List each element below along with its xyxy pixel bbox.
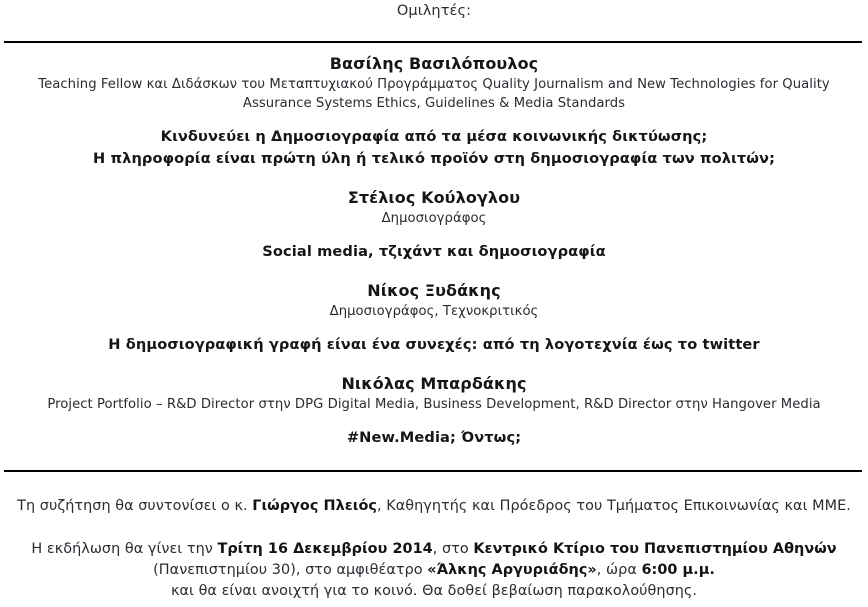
speaker-role-line: Assurance Systems Ethics, Guidelines & Media Standards bbox=[242, 96, 626, 111]
event-date: Τρίτη 16 Δεκεμβρίου 2014 bbox=[217, 541, 433, 557]
speaker-name: Νικόλας Μπαρδάκης bbox=[341, 374, 527, 393]
event-date-line bbox=[0, 539, 868, 560]
time-connector: , ώρα bbox=[596, 562, 642, 578]
speaker-name: Βασίλης Βασιλόπουλος bbox=[329, 54, 539, 73]
moderator-prefix: Τη συζήτηση θα συντονίσει ο κ. bbox=[17, 498, 253, 514]
speaker-name: Νίκος Ξυδάκης bbox=[367, 281, 501, 300]
event-details bbox=[0, 516, 868, 602]
event-time: 6:00 μ.μ. bbox=[641, 562, 715, 578]
speakers-list bbox=[0, 48, 868, 461]
speaker-name: Στέλιος Κούλογλου bbox=[347, 188, 521, 207]
speaker-role-line: Δημοσιογράφος, Τεχνοκριτικός bbox=[329, 304, 539, 319]
speaker-talk-titles bbox=[0, 320, 868, 368]
speakers-heading: Ομιλητές: bbox=[396, 3, 472, 19]
event-footer bbox=[0, 486, 868, 602]
speaker-entry bbox=[0, 275, 868, 368]
divider-bottom bbox=[4, 470, 862, 472]
event-address-line bbox=[0, 560, 868, 581]
event-venue: Κεντρικό Κτίριο του Πανεπιστημίου Αθηνών bbox=[473, 541, 837, 557]
speaker-role-line: Teaching Fellow και Διδάσκων του Μεταπτυχιακού Προγράμματος Quality Journalism and New Technologies for Quality bbox=[38, 77, 830, 92]
talk-title-line: #New.Media; Όντως; bbox=[346, 429, 522, 446]
date-prefix: Η εκδήλωση θα γίνει την bbox=[31, 541, 218, 557]
event-hall: «Άλκης Αργυριάδης» bbox=[427, 562, 597, 578]
speaker-talk-titles bbox=[0, 413, 868, 461]
speaker-talk-titles bbox=[0, 112, 868, 182]
moderator-line bbox=[0, 486, 868, 516]
address-prefix: (Πανεπιστημίου 30), στο αμφιθέατρο bbox=[153, 562, 428, 578]
talk-title-line: Κινδυνεύει η Δημοσιογραφία από τα μέσα κοινωνικής δικτύωσης; bbox=[160, 128, 708, 145]
speaker-entry bbox=[0, 48, 868, 182]
moderator-name: Γιώργος Πλειός bbox=[252, 498, 377, 514]
talk-title-line: Η δημοσιογραφική γραφή είναι ένα συνεχές: από τη λογοτεχνία έως το twitter bbox=[108, 336, 760, 353]
talk-title-line: Η πληροφορία είναι πρώτη ύλη ή τελικό προϊόν στη δημοσιογραφία των πολιτών; bbox=[92, 150, 776, 167]
speaker-role-line: Project Portfolio – R&D Director στην DPG Digital Media, Business Development, R&D Director στην Hangover Media bbox=[47, 397, 821, 412]
moderator-suffix: , Καθηγητής και Πρόεδρος του Τμήματος Επικοινωνίας και ΜΜΕ. bbox=[376, 498, 851, 514]
speaker-talk-titles bbox=[0, 227, 868, 275]
talk-title-line: Social media, τζιχάντ και δημοσιογραφία bbox=[262, 243, 606, 260]
venue-connector: , στο bbox=[432, 541, 474, 557]
event-note-line: και θα είναι ανοιχτή για το κοινό. Θα δοθεί βεβαίωση παρακολούθησης. bbox=[170, 583, 698, 599]
speaker-role-line: Δημοσιογράφος bbox=[381, 211, 487, 226]
speaker-entry bbox=[0, 368, 868, 461]
divider-top bbox=[4, 41, 862, 43]
speaker-entry bbox=[0, 182, 868, 275]
